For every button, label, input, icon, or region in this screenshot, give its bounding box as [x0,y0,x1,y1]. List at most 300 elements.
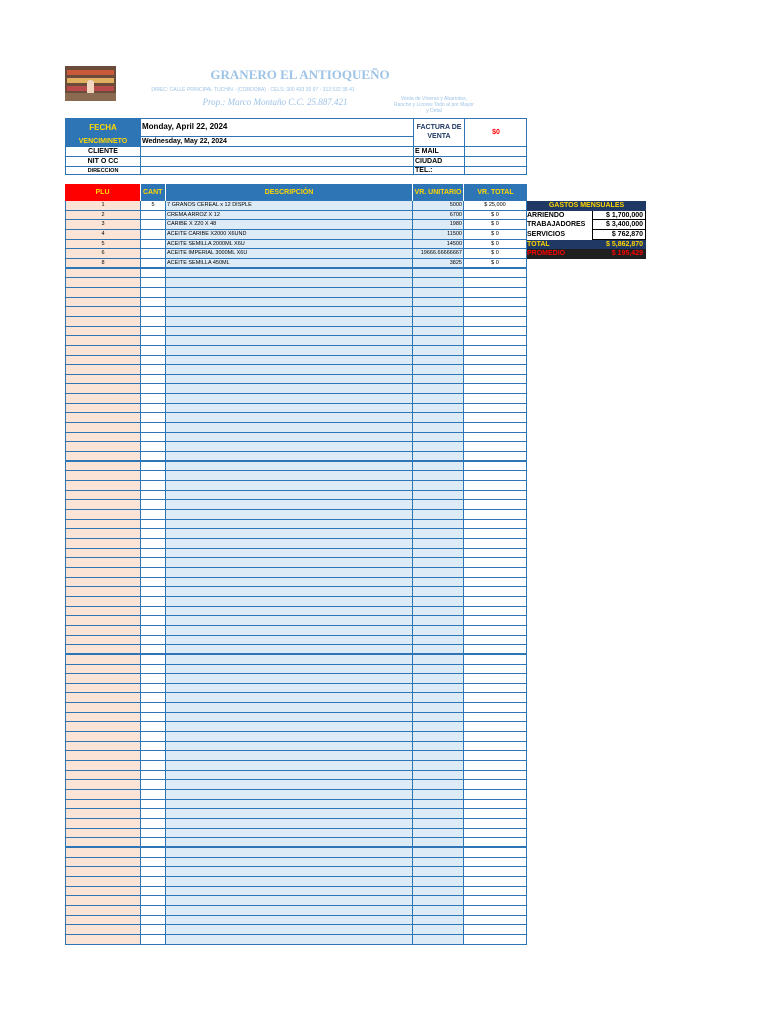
cell-unit[interactable] [412,877,463,887]
cell-plu[interactable] [65,317,140,327]
cell-desc[interactable] [165,327,412,337]
cell-plu[interactable] [65,269,140,279]
cell-cant[interactable] [140,645,165,655]
cell-total[interactable] [463,375,527,385]
cell-unit[interactable] [412,616,463,626]
cell-total[interactable] [463,539,527,549]
cell-plu[interactable] [65,375,140,385]
cell-total[interactable]: $ 25,000 [463,201,527,211]
cell-desc[interactable] [165,433,412,443]
cell-desc[interactable] [165,800,412,810]
cell-total[interactable] [463,809,527,819]
cell-unit[interactable]: 1980 [412,220,463,230]
cell-cant[interactable] [140,462,165,472]
cell-unit[interactable] [412,848,463,858]
cell-total[interactable] [463,790,527,800]
cell-desc[interactable] [165,597,412,607]
cell-plu[interactable] [65,394,140,404]
cell-plu[interactable] [65,549,140,559]
cell-unit[interactable] [412,703,463,713]
cell-plu[interactable] [65,916,140,926]
cell-plu[interactable] [65,867,140,877]
cell-total[interactable] [463,906,527,916]
cell-desc[interactable] [165,520,412,530]
cell-plu[interactable] [65,597,140,607]
cell-desc[interactable] [165,751,412,761]
cell-total[interactable] [463,819,527,829]
cell-unit[interactable] [412,269,463,279]
cell-desc[interactable] [165,336,412,346]
cell-plu[interactable] [65,626,140,636]
cell-desc[interactable] [165,317,412,327]
cell-cant[interactable] [140,240,165,250]
cell-total[interactable] [463,838,527,848]
cell-unit[interactable] [412,423,463,433]
cell-unit[interactable] [412,780,463,790]
cell-unit[interactable] [412,790,463,800]
cell-total[interactable] [463,896,527,906]
cell-total[interactable] [463,587,527,597]
cell-plu[interactable]: 1 [65,201,140,211]
cell-desc[interactable] [165,838,412,848]
cell-plu[interactable] [65,587,140,597]
cell-total[interactable] [463,510,527,520]
cell-total[interactable] [463,298,527,308]
cell-total[interactable] [463,935,527,945]
cell-unit[interactable] [412,761,463,771]
cell-desc[interactable] [165,819,412,829]
cell-plu[interactable] [65,703,140,713]
cell-unit[interactable] [412,684,463,694]
cell-desc[interactable] [165,288,412,298]
cell-unit[interactable] [412,471,463,481]
cell-cant[interactable] [140,722,165,732]
cell-total[interactable] [463,462,527,472]
cell-cant[interactable] [140,906,165,916]
cell-plu[interactable] [65,790,140,800]
cell-total[interactable] [463,742,527,752]
cell-cant[interactable] [140,230,165,240]
cell-desc[interactable] [165,481,412,491]
cell-unit[interactable] [412,481,463,491]
cell-unit[interactable] [412,442,463,452]
cell-desc[interactable] [165,742,412,752]
cell-desc[interactable] [165,829,412,839]
cell-desc[interactable] [165,375,412,385]
cell-total[interactable] [463,751,527,761]
cell-unit[interactable] [412,742,463,752]
nit-field[interactable] [140,156,413,166]
cell-plu[interactable] [65,684,140,694]
cell-total[interactable] [463,423,527,433]
cell-plu[interactable] [65,298,140,308]
cell-cant[interactable] [140,693,165,703]
cell-plu[interactable] [65,433,140,443]
cell-desc[interactable] [165,761,412,771]
cell-total[interactable] [463,626,527,636]
cell-desc[interactable] [165,684,412,694]
cell-desc[interactable] [165,539,412,549]
cell-plu[interactable] [65,838,140,848]
cell-desc[interactable] [165,413,412,423]
cell-desc[interactable] [165,771,412,781]
cell-cant[interactable] [140,433,165,443]
cell-plu[interactable] [65,732,140,742]
cell-unit[interactable] [412,356,463,366]
cell-cant[interactable] [140,481,165,491]
cell-cant[interactable] [140,529,165,539]
cell-plu[interactable] [65,636,140,646]
cell-desc[interactable] [165,790,412,800]
cell-cant[interactable] [140,819,165,829]
cell-total[interactable] [463,413,527,423]
cell-plu[interactable] [65,327,140,337]
cell-cant[interactable] [140,491,165,501]
cell-unit[interactable] [412,809,463,819]
cell-cant[interactable] [140,346,165,356]
cell-desc[interactable] [165,877,412,887]
cell-total[interactable] [463,404,527,414]
cell-plu[interactable]: 8 [65,259,140,269]
cell-plu[interactable] [65,742,140,752]
cell-cant[interactable] [140,356,165,366]
cell-plu[interactable] [65,491,140,501]
cell-desc[interactable] [165,442,412,452]
cell-unit[interactable] [412,829,463,839]
cell-unit[interactable] [412,626,463,636]
cell-total[interactable]: $ 0 [463,240,527,250]
cell-desc[interactable] [165,394,412,404]
cell-total[interactable] [463,365,527,375]
cell-cant[interactable] [140,867,165,877]
cell-unit[interactable]: 6700 [412,211,463,221]
cell-desc[interactable] [165,616,412,626]
cell-unit[interactable] [412,722,463,732]
cell-cant[interactable] [140,887,165,897]
cell-cant[interactable] [140,211,165,221]
cell-unit[interactable] [412,433,463,443]
cell-cant[interactable] [140,587,165,597]
cell-total[interactable] [463,877,527,887]
cell-total[interactable] [463,549,527,559]
cell-cant[interactable] [140,452,165,462]
cell-unit[interactable] [412,800,463,810]
cell-total[interactable]: $ 0 [463,230,527,240]
cell-plu[interactable] [65,288,140,298]
cell-desc[interactable] [165,298,412,308]
cell-unit[interactable] [412,578,463,588]
cell-plu[interactable] [65,462,140,472]
cell-desc[interactable] [165,925,412,935]
cell-unit[interactable]: 11500 [412,230,463,240]
cell-total[interactable] [463,867,527,877]
cell-cant[interactable] [140,751,165,761]
cell-total[interactable] [463,703,527,713]
cell-total[interactable] [463,278,527,288]
cell-total[interactable] [463,336,527,346]
cell-unit[interactable] [412,346,463,356]
cell-cant[interactable] [140,220,165,230]
cell-cant[interactable] [140,761,165,771]
cell-total[interactable] [463,558,527,568]
cell-plu[interactable] [65,780,140,790]
cell-desc[interactable] [165,626,412,636]
cell-total[interactable] [463,887,527,897]
cell-desc[interactable] [165,713,412,723]
cell-total[interactable] [463,529,527,539]
cell-plu[interactable] [65,848,140,858]
cell-total[interactable] [463,761,527,771]
cell-desc[interactable] [165,693,412,703]
cell-plu[interactable] [65,346,140,356]
cell-cant[interactable] [140,558,165,568]
cell-unit[interactable] [412,636,463,646]
cell-cant[interactable] [140,307,165,317]
cell-desc[interactable] [165,510,412,520]
cell-unit[interactable] [412,645,463,655]
cell-desc[interactable] [165,404,412,414]
direccion-field[interactable] [140,166,413,175]
cell-desc[interactable] [165,558,412,568]
cell-unit[interactable] [412,558,463,568]
cell-total[interactable] [463,356,527,366]
cell-plu[interactable] [65,607,140,617]
cell-cant[interactable] [140,500,165,510]
cell-plu[interactable] [65,423,140,433]
cell-desc[interactable] [165,665,412,675]
cell-unit[interactable] [412,539,463,549]
cell-plu[interactable] [65,616,140,626]
cell-cant[interactable] [140,413,165,423]
cell-cant[interactable] [140,288,165,298]
cell-unit[interactable] [412,867,463,877]
cell-plu[interactable] [65,751,140,761]
cell-total[interactable] [463,713,527,723]
fecha-value[interactable]: Monday, April 22, 2024 [140,119,413,136]
cell-plu[interactable] [65,529,140,539]
cell-desc[interactable] [165,587,412,597]
cell-total[interactable] [463,288,527,298]
cell-total[interactable] [463,481,527,491]
cell-total[interactable] [463,452,527,462]
cell-total[interactable] [463,317,527,327]
cell-total[interactable] [463,848,527,858]
cell-desc[interactable] [165,867,412,877]
cell-cant[interactable] [140,713,165,723]
cell-unit[interactable] [412,413,463,423]
vencimiento-value[interactable]: Wednesday, May 22, 2024 [140,136,413,146]
cell-cant[interactable] [140,877,165,887]
cell-unit[interactable]: 5000 [412,201,463,211]
cell-cant[interactable] [140,568,165,578]
cell-total[interactable] [463,346,527,356]
cell-plu[interactable] [65,858,140,868]
cell-total[interactable] [463,674,527,684]
cell-plu[interactable] [65,713,140,723]
cell-total[interactable] [463,616,527,626]
cell-desc[interactable] [165,722,412,732]
cell-total[interactable] [463,442,527,452]
cell-desc[interactable] [165,636,412,646]
cell-cant[interactable]: 5 [140,201,165,211]
cell-total[interactable] [463,925,527,935]
cell-plu[interactable] [65,336,140,346]
cell-desc[interactable] [165,655,412,665]
cell-unit[interactable] [412,925,463,935]
cell-total[interactable] [463,693,527,703]
cell-unit[interactable] [412,520,463,530]
cell-plu[interactable] [65,520,140,530]
cell-cant[interactable] [140,249,165,259]
cell-unit[interactable] [412,500,463,510]
cell-unit[interactable] [412,655,463,665]
cell-total[interactable] [463,269,527,279]
cell-desc[interactable] [165,452,412,462]
cell-plu[interactable] [65,665,140,675]
cell-total[interactable] [463,636,527,646]
cell-plu[interactable] [65,413,140,423]
cell-desc[interactable] [165,500,412,510]
cell-plu[interactable]: 6 [65,249,140,259]
cell-total[interactable] [463,433,527,443]
cell-unit[interactable] [412,394,463,404]
cell-unit[interactable] [412,838,463,848]
cell-cant[interactable] [140,800,165,810]
cell-plu[interactable]: 2 [65,211,140,221]
cell-total[interactable] [463,520,527,530]
cell-plu[interactable] [65,645,140,655]
cell-plu[interactable] [65,539,140,549]
cell-desc[interactable] [165,307,412,317]
cell-desc[interactable] [165,365,412,375]
cell-total[interactable] [463,722,527,732]
cell-unit[interactable]: 19666.66666667 [412,249,463,259]
cell-unit[interactable] [412,674,463,684]
cell-desc[interactable] [165,703,412,713]
cell-unit[interactable] [412,916,463,926]
cell-cant[interactable] [140,549,165,559]
cell-plu[interactable] [65,404,140,414]
cell-total[interactable] [463,471,527,481]
cell-plu[interactable] [65,365,140,375]
cell-unit[interactable] [412,665,463,675]
cell-cant[interactable] [140,665,165,675]
cell-total[interactable] [463,665,527,675]
cell-cant[interactable] [140,925,165,935]
cell-unit[interactable]: 3825 [412,259,463,269]
cell-desc[interactable]: ACEITE CARIBE X2000 X6UND [165,230,412,240]
cell-cant[interactable] [140,790,165,800]
cell-desc[interactable] [165,269,412,279]
cell-cant[interactable] [140,578,165,588]
cell-desc[interactable] [165,607,412,617]
cell-total[interactable] [463,916,527,926]
cell-total[interactable]: $ 0 [463,259,527,269]
cell-plu[interactable] [65,384,140,394]
cell-desc[interactable]: CARIBE X 220 X 48 [165,220,412,230]
cell-cant[interactable] [140,732,165,742]
cell-cant[interactable] [140,394,165,404]
cell-cant[interactable] [140,848,165,858]
cell-plu[interactable] [65,578,140,588]
cell-cant[interactable] [140,809,165,819]
cell-plu[interactable] [65,819,140,829]
cell-unit[interactable] [412,375,463,385]
cell-total[interactable] [463,684,527,694]
cell-unit[interactable] [412,288,463,298]
cell-cant[interactable] [140,771,165,781]
cell-desc[interactable] [165,848,412,858]
cell-cant[interactable] [140,858,165,868]
cell-desc[interactable] [165,809,412,819]
cell-cant[interactable] [140,684,165,694]
cell-unit[interactable] [412,278,463,288]
cell-desc[interactable] [165,549,412,559]
cell-plu[interactable] [65,674,140,684]
cell-unit[interactable] [412,751,463,761]
cell-cant[interactable] [140,703,165,713]
tel-field[interactable] [464,166,527,175]
cell-unit[interactable] [412,819,463,829]
cell-plu[interactable]: 5 [65,240,140,250]
cell-desc[interactable] [165,578,412,588]
cell-plu[interactable] [65,800,140,810]
cell-cant[interactable] [140,616,165,626]
cell-total[interactable]: $ 0 [463,211,527,221]
cell-unit[interactable] [412,491,463,501]
cell-desc[interactable] [165,674,412,684]
cell-cant[interactable] [140,520,165,530]
email-field[interactable] [464,146,527,156]
cell-unit[interactable] [412,317,463,327]
cell-cant[interactable] [140,780,165,790]
cell-cant[interactable] [140,269,165,279]
cell-cant[interactable] [140,423,165,433]
cell-desc[interactable] [165,384,412,394]
cell-plu[interactable] [65,481,140,491]
cell-unit[interactable] [412,732,463,742]
cell-desc[interactable]: ACEITE SEMILLA 450ML [165,259,412,269]
cell-unit[interactable] [412,298,463,308]
cell-plu[interactable] [65,722,140,732]
cell-desc[interactable]: 7 GRANOS CEREAL x 12 DISPLE [165,201,412,211]
cell-cant[interactable] [140,298,165,308]
cell-cant[interactable] [140,636,165,646]
cell-unit[interactable] [412,935,463,945]
cell-total[interactable] [463,607,527,617]
cell-unit[interactable] [412,568,463,578]
cell-unit[interactable] [412,462,463,472]
cell-desc[interactable] [165,858,412,868]
cell-cant[interactable] [140,935,165,945]
cell-desc[interactable]: ACEITE IMPERIAL 3000ML X6U [165,249,412,259]
cell-total[interactable] [463,780,527,790]
cell-plu[interactable] [65,935,140,945]
cell-total[interactable] [463,491,527,501]
cell-plu[interactable] [65,906,140,916]
cell-unit[interactable] [412,384,463,394]
cell-unit[interactable] [412,404,463,414]
cell-cant[interactable] [140,278,165,288]
cell-total[interactable] [463,645,527,655]
cell-plu[interactable] [65,442,140,452]
cell-total[interactable] [463,858,527,868]
cell-desc[interactable] [165,471,412,481]
cell-unit[interactable] [412,597,463,607]
cell-desc[interactable] [165,780,412,790]
cell-unit[interactable] [412,713,463,723]
cell-cant[interactable] [140,838,165,848]
